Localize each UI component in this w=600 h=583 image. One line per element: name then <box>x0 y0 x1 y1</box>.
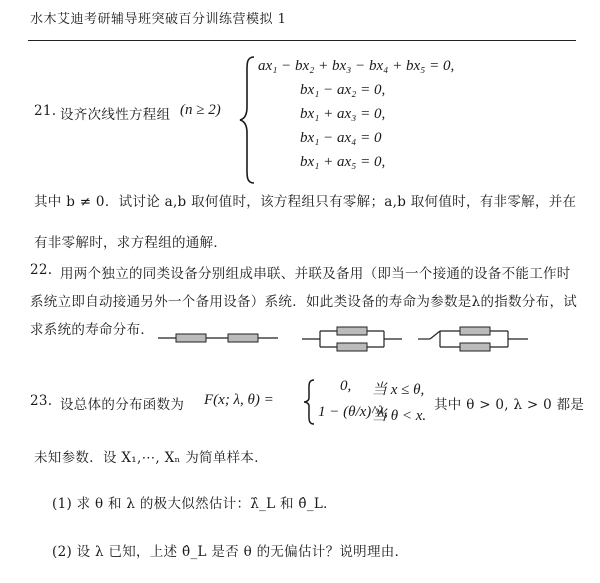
page-header: 水木艾迪考研辅导班突破百分训练营模拟 1 <box>30 12 287 27</box>
q23-function: F(x; λ, θ) = <box>204 392 274 408</box>
q21-eq-2: bx₁ − ax₂ = 0, <box>300 82 386 98</box>
q23-part-2: (2) 设 λ 已知，上述 θ̂_L 是否 θ 的无偏估计？说明理由． <box>52 544 409 560</box>
q23-brace-icon <box>302 378 316 426</box>
q23-case-2-condition: 当 θ < x. <box>372 408 427 424</box>
q21-eq-5: bx₁ + ax₅ = 0, <box>300 154 386 170</box>
series-circuit-diagram <box>158 328 278 348</box>
q21-eq-4: bx₁ − ax₄ = 0 <box>300 130 382 146</box>
parallel-circuit-diagram <box>302 324 402 354</box>
q22-line-1: 用两个独立的同类设备分别组成串联、并联及备用（即当一个接通的设备不能工作时 <box>60 266 571 282</box>
q23-part-1: (1) 求 θ 和 λ 的极大似然估计：λ̂_L 和 θ̂_L． <box>52 496 337 512</box>
standby-circuit-diagram <box>418 324 528 354</box>
header-rule <box>28 40 576 41</box>
q22-number: 22. <box>30 262 53 278</box>
q21-eq-3: bx₁ + ax₃ = 0, <box>300 106 386 122</box>
q21-eq-1: ax₁ − bx₂ + bx₃ − bx₄ + bx₅ = 0, <box>258 58 455 74</box>
q23-intro: 设总体的分布函数为 <box>60 397 185 413</box>
q21-number: 21. <box>34 103 57 119</box>
q23-number: 23. <box>30 393 53 409</box>
q23-tail: 其中 θ > 0, λ > 0 都是 <box>434 397 585 413</box>
q21-line-1: 其中 b ≠ 0．试讨论 a,b 取何值时，该方程组只有零解；a,b 取何值时，有非零解，并在 <box>34 194 577 210</box>
q22-line-2: 系统立即自动接通另外一个备用设备）系统．如此类设备的寿命为参数是λ的指数分布，试 <box>30 294 578 310</box>
q21-condition: (n ≥ 2) <box>180 102 221 118</box>
q23-case-1-value: 0, <box>340 378 352 394</box>
q23-case-1-condition: 当 x ≤ θ, <box>372 382 425 398</box>
q21-line-2: 有非零解时，求方程组的通解． <box>34 235 228 251</box>
q23-line-2: 未知参数．设 X₁,⋯, Xₙ 为简单样本． <box>34 450 269 466</box>
q21-intro: 设齐次线性方程组 <box>60 107 171 123</box>
q23-case-2-value: 1 − (θ/x)^λ, <box>318 404 388 420</box>
q22-line-3: 求系统的寿命分布． <box>30 322 155 338</box>
q21-brace-icon <box>238 55 258 185</box>
